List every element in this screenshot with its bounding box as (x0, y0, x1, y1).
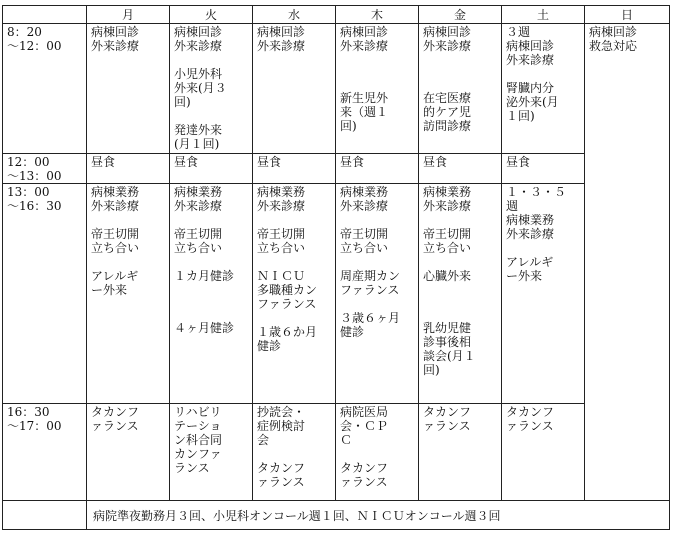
schedule-cell (87, 404, 170, 501)
schedule-entry: 帝王切開 立ち合い (423, 227, 472, 255)
schedule-entry: タカンフ ァランス (91, 405, 140, 433)
schedule-entry: 心臓外来 (423, 269, 472, 283)
day-header-thu: 木 (336, 6, 419, 24)
schedule-entry: 病棟業務 外来診療 (423, 185, 472, 213)
schedule-entry: 小児外科 外来(月３ 回) (174, 67, 227, 109)
schedule-entry: リハビリ テーショ ン科合同 カンファ ランス (174, 405, 223, 475)
schedule-cell (336, 24, 419, 154)
time-row (3, 24, 670, 154)
schedule-cell (253, 24, 336, 154)
schedule-cell (502, 154, 585, 184)
schedule-cell (253, 154, 336, 184)
schedule-entry: 帝王切開 立ち合い (174, 227, 223, 255)
schedule-cell (419, 154, 502, 184)
schedule-entry: 帝王切開 立ち合い (91, 227, 140, 255)
footer-blank-cell (3, 501, 87, 530)
time-row (3, 404, 670, 501)
schedule-cell (87, 24, 170, 154)
schedule-entry: ３週 病棟回診 外来診療 (506, 25, 555, 67)
schedule-cell (336, 154, 419, 184)
schedule-entry: 昼食 (257, 155, 282, 169)
schedule-entry: 病棟業務 外来診療 (257, 185, 306, 213)
schedule-entry: 周産期カン ファランス (340, 269, 401, 297)
day-header-sun: 日 (585, 6, 670, 24)
schedule-entry: ３歳６ヶ月 健診 (340, 311, 401, 339)
schedule-entry: タカンフ ァランス (257, 461, 306, 489)
schedule-cell (502, 404, 585, 501)
schedule-entry: １カ月健診 (174, 269, 235, 283)
time-slot-cell: 8：20 ～12：00 (3, 24, 87, 154)
schedule-entry: 発達外来 (月１回) (174, 123, 223, 151)
schedule-cell (419, 24, 502, 154)
schedule-entry: 昼食 (423, 155, 448, 169)
schedule-cell (170, 154, 253, 184)
schedule-cell (87, 154, 170, 184)
schedule-entry: 昼食 (174, 155, 199, 169)
day-header-mon: 月 (87, 6, 170, 24)
schedule-cell (502, 24, 585, 154)
corner-cell (3, 6, 87, 24)
schedule-entry: 病棟回診 外来診療 (340, 25, 389, 53)
schedule-entry: ＮＩＣＵ 多職種カン ファランス (257, 269, 318, 311)
time-row (3, 154, 670, 184)
schedule-entry: 病棟回診 外来診療 (174, 25, 223, 53)
schedule-entry: 病棟回診 外来診療 (423, 25, 472, 53)
schedule-entry: 在宅医療 的ケア児 訪問診療 (423, 91, 472, 133)
schedule-cell (170, 184, 253, 404)
schedule-entry: アレルギ ー外来 (91, 269, 139, 297)
schedule-entry: 病棟業務 外来診療 (91, 185, 140, 213)
day-header-sat: 土 (502, 6, 585, 24)
schedule-entry: タカンフ ァランス (506, 405, 555, 433)
schedule-entry: 昼食 (91, 155, 116, 169)
schedule-cell (502, 184, 585, 404)
footer-note: 病院準夜勤務月３回、小児科オンコール週１回、ＮＩＣＵオンコール週３回 (87, 501, 670, 530)
schedule-cell (87, 184, 170, 404)
day-header-tue: 火 (170, 6, 253, 24)
time-slot-cell: 16：30 ～17：00 (3, 404, 87, 501)
schedule-entry: タカンフ ァランス (340, 461, 389, 489)
schedule-entry: 抄読会・ 症例検討 会 (257, 405, 306, 447)
schedule-cell (170, 404, 253, 501)
day-header-fri: 金 (419, 6, 502, 24)
schedule-entry: １歳６か月 健診 (257, 325, 318, 353)
header-row (3, 6, 670, 24)
time-slot-cell: 12：00 ～13：00 (3, 154, 87, 184)
schedule-entry: 病棟業務 外来診療 (174, 185, 223, 213)
schedule-cell (170, 24, 253, 154)
schedule-entry: 病院医局 会・ＣＰ Ｃ (340, 405, 389, 447)
schedule-entry: 病棟回診 外来診療 (257, 25, 306, 53)
schedule-cell (419, 184, 502, 404)
schedule-entry: 乳幼児健 診事後相 談会(月１ 回) (423, 321, 476, 377)
schedule-entry: 昼食 (340, 155, 365, 169)
time-row (3, 184, 670, 404)
day-header-wed: 水 (253, 6, 336, 24)
schedule-entry: 昼食 (506, 155, 531, 169)
schedule-cell (336, 404, 419, 501)
schedule-entry: 病棟業務 外来診療 (340, 185, 389, 213)
sunday-cell: 病棟回診 救急対応 (585, 24, 670, 501)
weekly-schedule-table (2, 5, 670, 530)
schedule-cell (253, 404, 336, 501)
schedule-entry: 帝王切開 立ち合い (340, 227, 389, 255)
schedule-cell (336, 184, 419, 404)
schedule-entry: １・３・５ 週 病棟業務 外来診療 (506, 185, 567, 241)
schedule-entry: タカンフ ァランス (423, 405, 472, 433)
schedule-entry: 腎臓内分 泌外来(月 １回) (506, 81, 559, 123)
schedule-entry: 新生児外 来（週１ 回) (340, 91, 389, 133)
schedule-cell (419, 404, 502, 501)
schedule-entry: 病棟回診 外来診療 (91, 25, 140, 53)
schedule-entry: 帝王切開 立ち合い (257, 227, 306, 255)
schedule-cell (253, 184, 336, 404)
time-slot-cell: 13：00 ～16：30 (3, 184, 87, 404)
footer-row (3, 501, 670, 530)
schedule-entry: ４ヶ月健診 (174, 321, 235, 335)
schedule-entry: アレルギ ー外来 (506, 255, 554, 283)
